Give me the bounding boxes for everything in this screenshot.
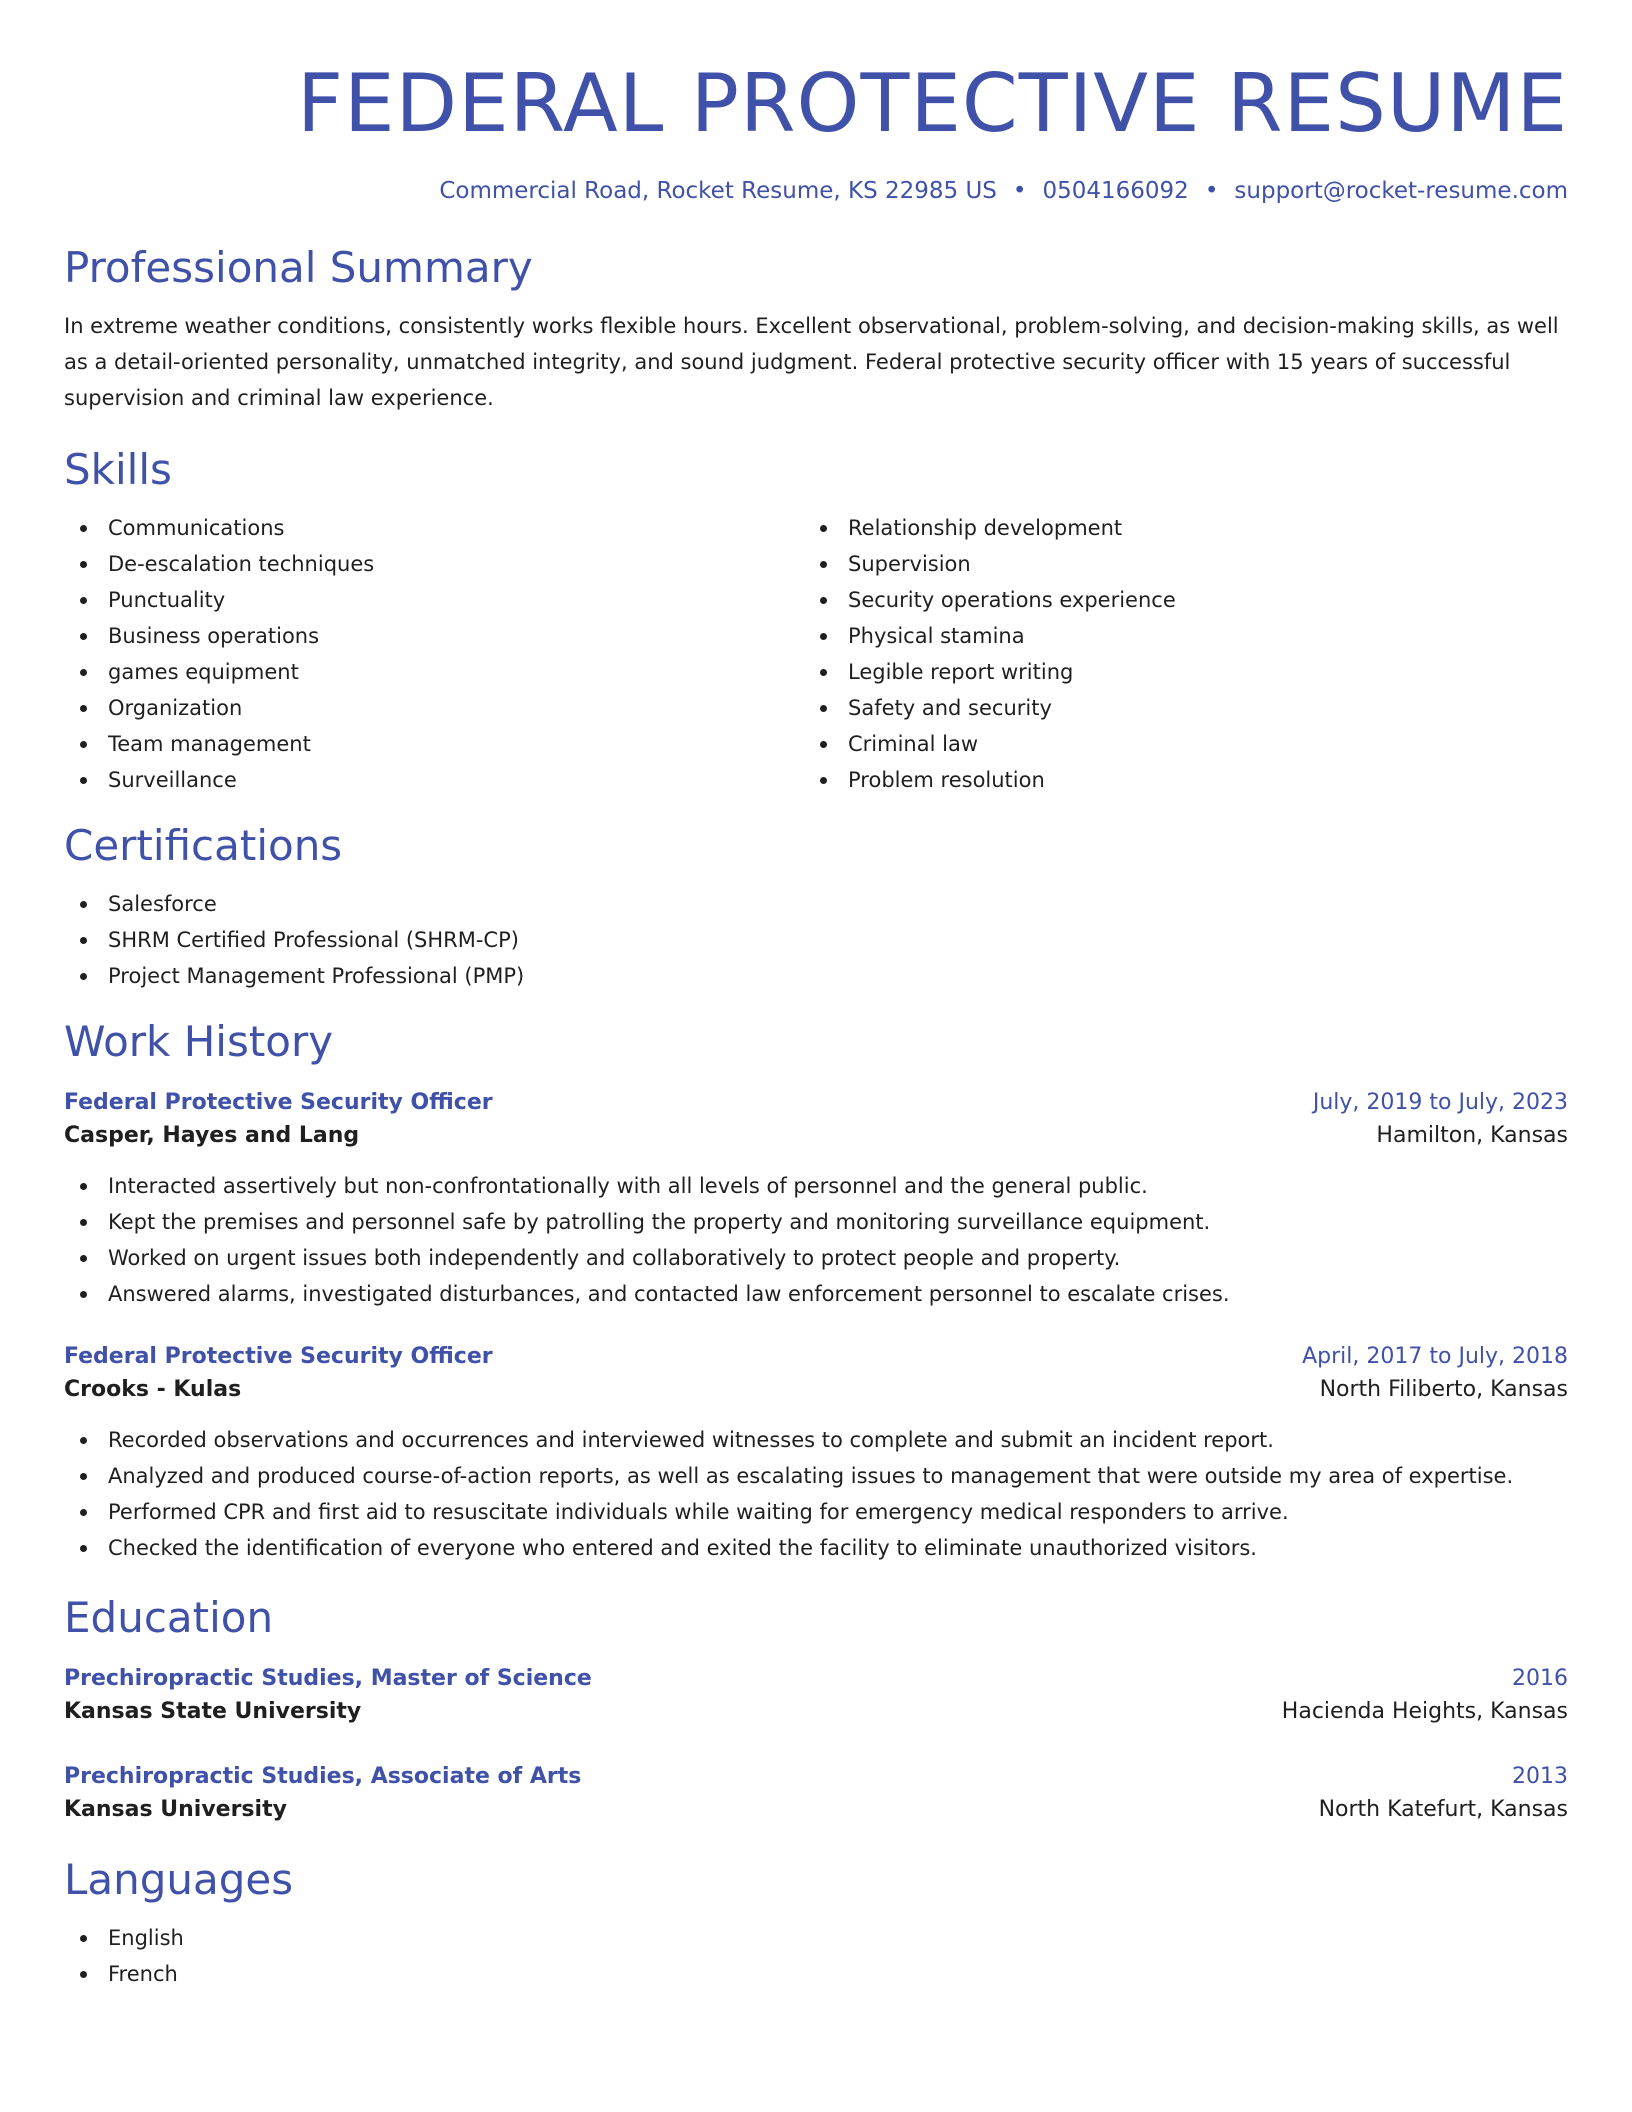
job-duty-item: Worked on urgent issues both independently and collaboratively to protect people and property. — [64, 1240, 1568, 1276]
education-degree: Prechiropractic Studies, Associate of Arts — [64, 1764, 582, 1789]
education-degree: Prechiropractic Studies, Master of Science — [64, 1666, 592, 1691]
skill-item: Team management — [64, 726, 804, 762]
certifications-list — [64, 886, 1568, 994]
skills-left-list — [64, 510, 804, 798]
contact-separator: • — [1204, 178, 1219, 204]
education-entry-subheader — [64, 1694, 1568, 1730]
contact-line — [64, 176, 1568, 206]
skill-item: Security operations experience — [804, 582, 1544, 618]
job-title: Federal Protective Security Officer — [64, 1344, 493, 1369]
job-duties-list — [64, 1422, 1568, 1566]
education-school: Kansas State University — [64, 1699, 362, 1724]
section-title-education: Education — [64, 1593, 274, 1642]
education-entry — [64, 1762, 1568, 1828]
job-company: Casper, Hayes and Lang — [64, 1123, 360, 1148]
job-location: Hamilton, Kansas — [1376, 1123, 1568, 1148]
work-entry — [64, 1342, 1568, 1566]
education-year: 2016 — [1512, 1666, 1568, 1691]
job-company: Crooks - Kulas — [64, 1377, 242, 1402]
job-duties-list — [64, 1168, 1568, 1312]
section-title-summary: Professional Summary — [64, 243, 533, 292]
skill-item: Problem resolution — [804, 762, 1544, 798]
skill-item: De-escalation techniques — [64, 546, 804, 582]
contact-email[interactable]: support@rocket-resume.com — [1234, 178, 1568, 204]
certification-item: SHRM Certified Professional (SHRM-CP) — [64, 922, 1568, 958]
summary-text: In extreme weather conditions, consistently works flexible hours. Excellent observational, problem-solving, and decision-making skills, as well as a detail-oriented personality, unmatched integrity, and sound judgment. Federal protective security officer with 15 years of successful supervision and criminal law experience. — [64, 314, 1559, 410]
resume-name: FEDERAL PROTECTIVE RESUME — [296, 57, 1568, 150]
certification-item: Salesforce — [64, 886, 1568, 922]
skill-item: games equipment — [64, 654, 804, 690]
skill-item: Punctuality — [64, 582, 804, 618]
skill-item: Legible report writing — [804, 654, 1544, 690]
section-title-skills: Skills — [64, 445, 172, 494]
work-entry-header — [64, 1342, 1568, 1372]
job-dates: July, 2019 to July, 2023 — [1312, 1090, 1568, 1115]
job-duty-item: Interacted assertively but non-confrontationally with all levels of personnel and the general public. — [64, 1168, 1568, 1204]
skill-item: Relationship development — [804, 510, 1544, 546]
job-duty-item: Recorded observations and occurrences and interviewed witnesses to complete and submit an incident report. — [64, 1422, 1568, 1458]
education-entry-header — [64, 1664, 1568, 1694]
education-school: Kansas University — [64, 1797, 287, 1822]
education-entry — [64, 1664, 1568, 1730]
section-title-work-history: Work History — [64, 1017, 334, 1066]
languages-list — [64, 1920, 1568, 1992]
skill-item: Business operations — [64, 618, 804, 654]
job-dates: April, 2017 to July, 2018 — [1302, 1344, 1568, 1369]
education-location: Hacienda Heights, Kansas — [1281, 1699, 1568, 1724]
skill-item: Safety and security — [804, 690, 1544, 726]
education-entry-header — [64, 1762, 1568, 1792]
job-duty-item: Performed CPR and first aid to resuscitate individuals while waiting for emergency medical responders to arrive. — [64, 1494, 1568, 1530]
language-item: French — [64, 1956, 1568, 1992]
skill-item: Supervision — [804, 546, 1544, 582]
job-duty-item: Kept the premises and personnel safe by patrolling the property and monitoring surveillance equipment. — [64, 1204, 1568, 1240]
skills-right-list — [804, 510, 1544, 798]
contact-phone: 0504166092 — [1042, 178, 1189, 204]
skill-item: Communications — [64, 510, 804, 546]
job-duty-item: Answered alarms, investigated disturbances, and contacted law enforcement personnel to escalate crises. — [64, 1276, 1568, 1312]
work-entry-subheader — [64, 1118, 1568, 1154]
skill-item: Organization — [64, 690, 804, 726]
education-entry-subheader — [64, 1792, 1568, 1828]
work-entry — [64, 1088, 1568, 1312]
education-location: North Katefurt, Kansas — [1318, 1797, 1568, 1822]
work-entry-subheader — [64, 1372, 1568, 1408]
certification-item: Project Management Professional (PMP) — [64, 958, 1568, 994]
skill-item: Criminal law — [804, 726, 1544, 762]
education-year: 2013 — [1512, 1764, 1568, 1789]
language-item: English — [64, 1920, 1568, 1956]
work-entry-header — [64, 1088, 1568, 1118]
skill-item: Surveillance — [64, 762, 804, 798]
section-title-languages: Languages — [64, 1855, 294, 1904]
job-duty-item: Checked the identification of everyone who entered and exited the facility to eliminate unauthorized visitors. — [64, 1530, 1568, 1566]
skills-grid — [64, 510, 1568, 798]
section-title-certifications: Certifications — [64, 821, 343, 870]
contact-address: Commercial Road, Rocket Resume, KS 22985 US — [439, 178, 997, 204]
job-location: North Filiberto, Kansas — [1319, 1377, 1568, 1402]
job-title: Federal Protective Security Officer — [64, 1090, 493, 1115]
job-duty-item: Analyzed and produced course-of-action reports, as well as escalating issues to management that were outside my area of expertise. — [64, 1458, 1568, 1494]
contact-separator: • — [1012, 178, 1027, 204]
skill-item: Physical stamina — [804, 618, 1544, 654]
